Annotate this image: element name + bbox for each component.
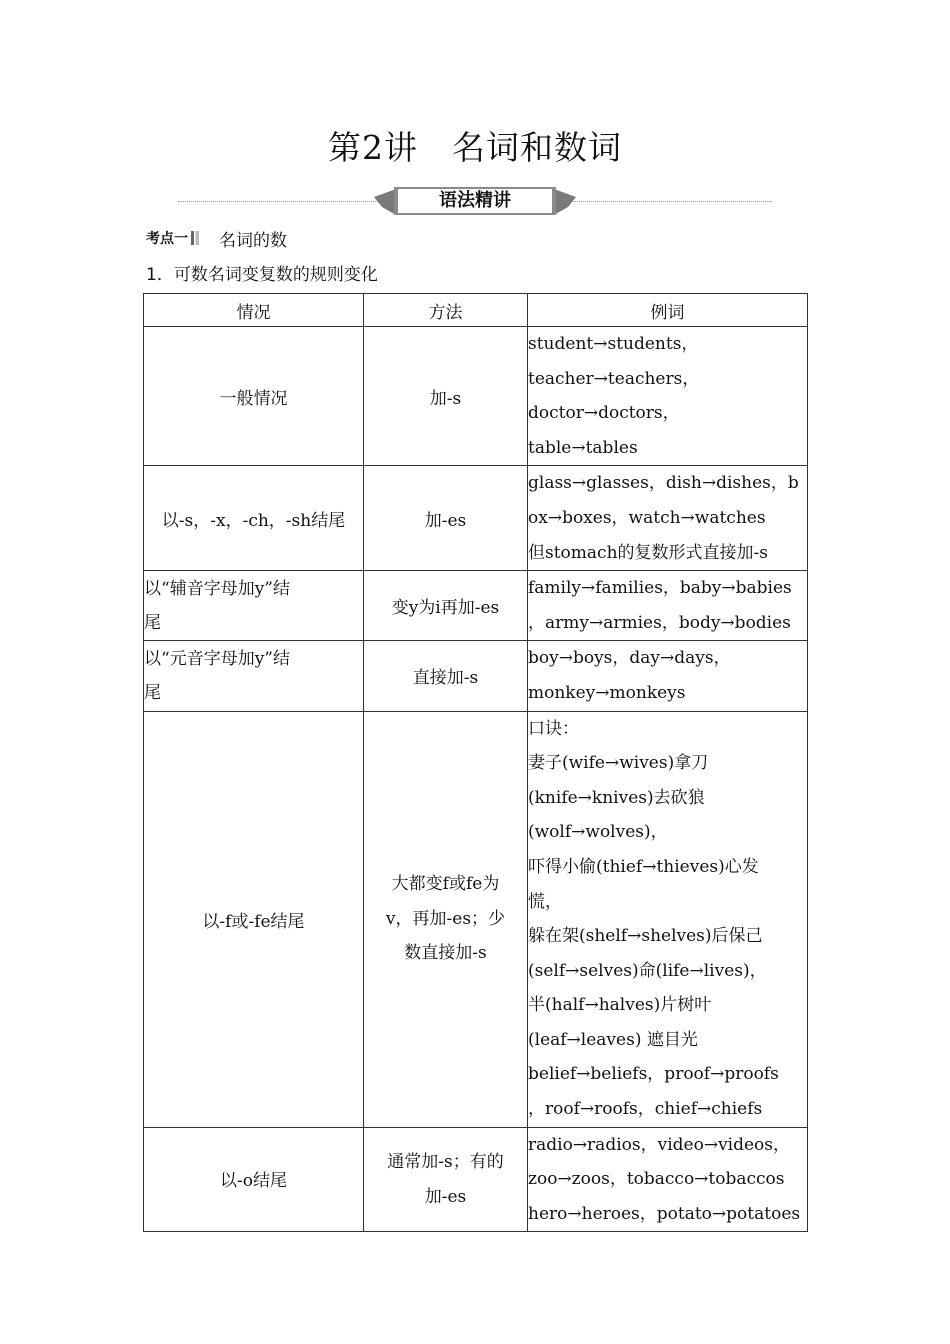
example-line: ，army→armies，body→bodies <box>528 612 791 633</box>
example-line: belief→beliefs，proof→proofs <box>528 1064 779 1085</box>
example-line: teacher→teachers， <box>528 368 700 389</box>
row-condition: 以-s，-x，-ch，-sh结尾 <box>144 466 364 571</box>
row-condition: 以-o结尾 <box>144 1127 364 1232</box>
section-banner-label: 语法精讲 <box>439 190 511 211</box>
example-line: ，roof→roofs，chief→chiefs <box>528 1099 763 1120</box>
example-line: (leaf→leaves) 遮目光 <box>528 1029 698 1050</box>
example-line: 躲在架(shelf→shelves)后保己 <box>528 926 763 947</box>
row-condition <box>144 571 364 641</box>
row-method: 加-s <box>364 327 528 466</box>
row-condition: 以-f或-fe结尾 <box>144 711 364 1127</box>
row-examples <box>528 641 808 711</box>
condition-line: 尾 <box>144 682 161 703</box>
banner-divider-right <box>568 201 772 202</box>
section-banner <box>178 185 772 219</box>
example-line: 慌， <box>528 891 562 912</box>
example-line: glass→glasses，dish→dishes，b <box>528 473 799 494</box>
example-line: boy→boys，day→days， <box>528 648 731 669</box>
example-line: monkey→monkeys <box>528 682 686 703</box>
row-examples <box>528 1127 808 1232</box>
row-condition: 一般情况 <box>144 327 364 466</box>
example-line: (knife→knives)去砍狼 <box>528 787 705 808</box>
example-line: 半(half→halves)片树叶 <box>528 995 712 1016</box>
row-method: 直接加-s <box>364 641 528 711</box>
row-examples <box>528 571 808 641</box>
example-line: 口诀： <box>528 718 579 739</box>
example-line: ox→boxes，watch→watches <box>528 507 766 528</box>
header-method: 方法 <box>364 294 528 327</box>
row-method <box>364 1127 528 1232</box>
method-line: 数直接加-s <box>404 943 487 964</box>
row-method: 变y为i再加-es <box>364 571 528 641</box>
section-subtitle: 1．可数名词变复数的规则变化 <box>146 265 378 285</box>
plural-rules-table <box>143 293 808 1232</box>
kaodian-name: 名词的数 <box>219 230 287 251</box>
page-title: 第2讲 名词和数词 <box>328 128 622 167</box>
row-examples <box>528 327 808 466</box>
table-row <box>144 641 808 711</box>
example-line: 但stomach的复数形式直接加-s <box>528 542 768 563</box>
table-row <box>144 1127 808 1232</box>
condition-line: 以“元音字母加y”结 <box>144 648 290 669</box>
method-line: 加-es <box>424 1186 467 1207</box>
example-line: student→students， <box>528 334 699 354</box>
example-line: family→families，baby→babies <box>528 578 792 599</box>
table-row <box>144 466 808 571</box>
example-line: (self→selves)命(life→lives)， <box>528 960 767 981</box>
kaodian-tag: 考点一 <box>146 231 188 247</box>
table-header-row <box>144 294 808 327</box>
row-examples <box>528 711 808 1127</box>
condition-line: 尾 <box>144 612 161 633</box>
example-line: table→tables <box>528 437 638 458</box>
example-line: doctor→doctors， <box>528 403 680 424</box>
example-line: hero→heroes，potato→potatoes <box>528 1203 801 1224</box>
example-line: (wolf→wolves)， <box>528 822 668 843</box>
example-line: 吓得小偷(thief→thieves)心发 <box>528 856 759 877</box>
kaodian-heading <box>146 227 287 249</box>
row-method <box>364 711 528 1127</box>
kaodian-bar-icon <box>191 231 199 245</box>
method-line: v，再加-es；少 <box>385 908 506 929</box>
method-line: 大都变f或fe为 <box>391 874 500 895</box>
row-examples <box>528 466 808 571</box>
condition-line: 以“辅音字母加y”结 <box>144 578 290 599</box>
row-condition <box>144 641 364 711</box>
header-condition: 情况 <box>144 294 364 327</box>
example-line: zoo→zoos，tobacco→tobaccos <box>528 1169 785 1190</box>
example-line: radio→radios，video→videos， <box>528 1134 791 1155</box>
banner-divider-left <box>178 201 384 202</box>
table-row <box>144 711 808 1127</box>
table-row <box>144 327 808 466</box>
header-examples: 例词 <box>528 294 808 327</box>
method-line: 通常加-s；有的 <box>387 1152 504 1173</box>
example-line: 妻子(wife→wives)拿刀 <box>528 753 709 774</box>
table-row <box>144 571 808 641</box>
row-method: 加-es <box>364 466 528 571</box>
